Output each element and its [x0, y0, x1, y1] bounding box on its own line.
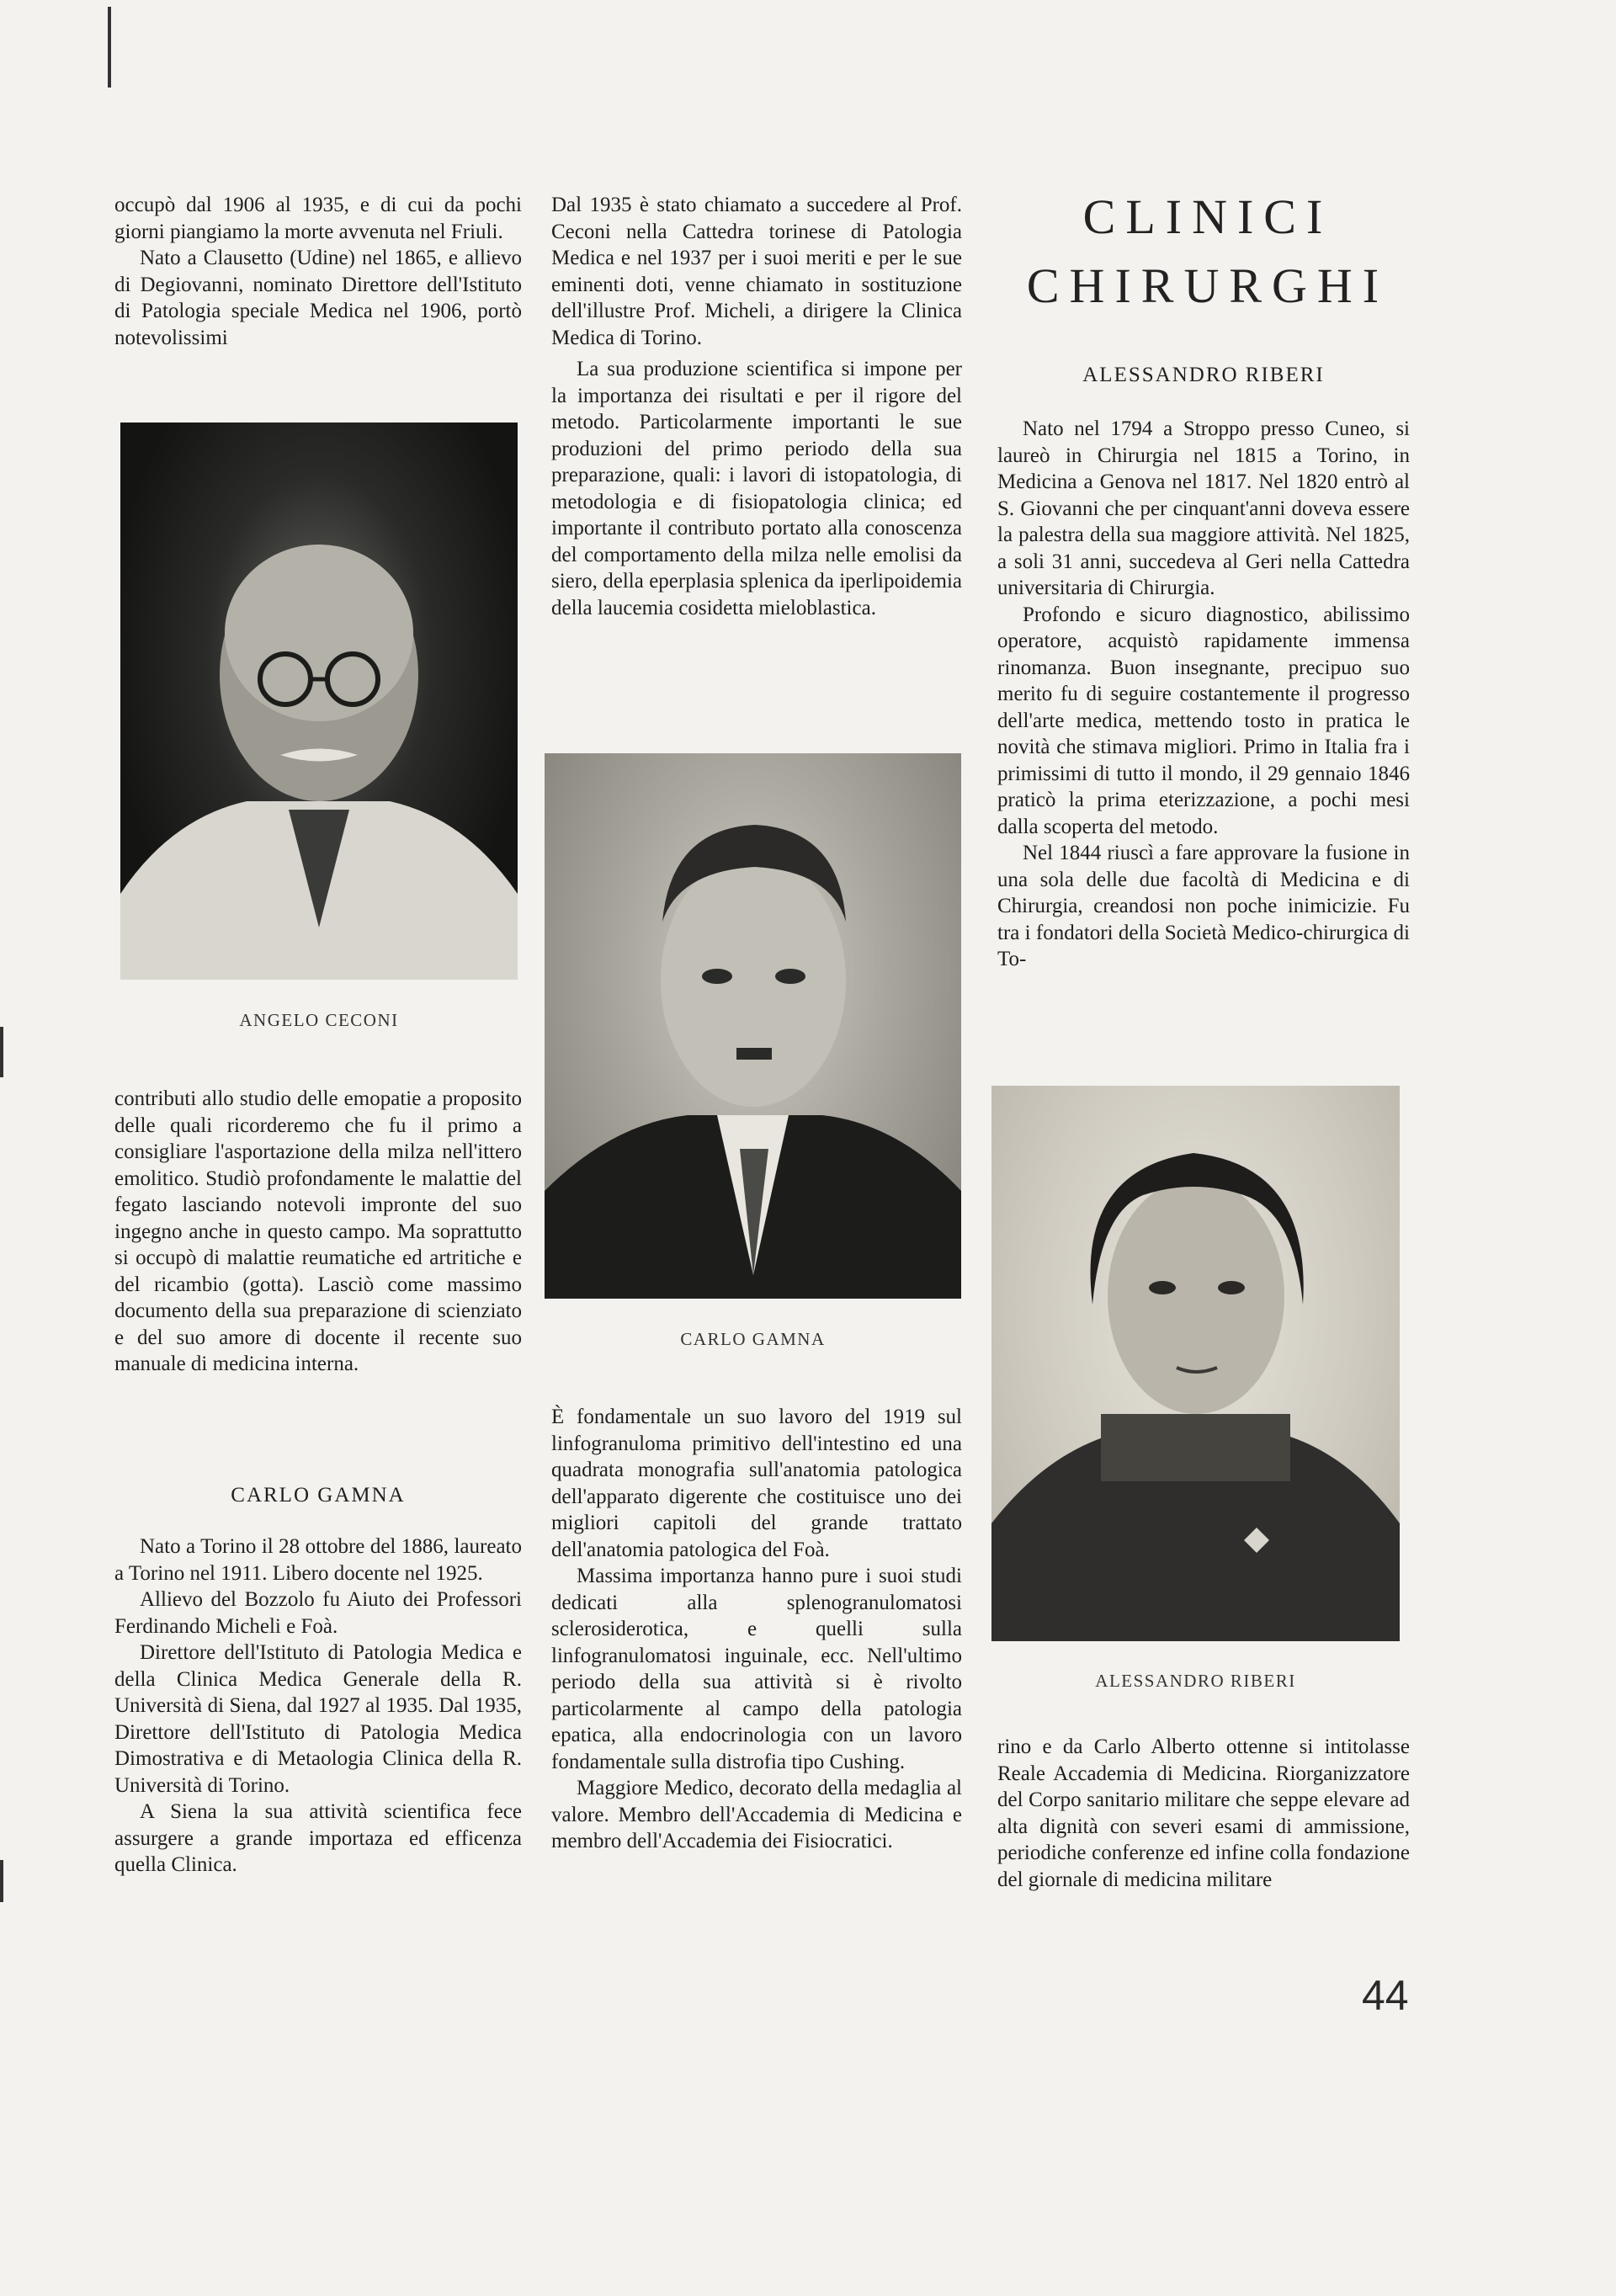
column-3-bottom	[997, 1734, 1410, 1893]
photo-caption: ALESSANDRO RIBERI	[1095, 1671, 1296, 1691]
paragraph: Direttore dell'Istituto di Patologia Medica e della Clinica Medica Generale della R. Università di Siena, dal 1927 al 1935. Dal 1935, Direttore dell'Istituto di Patologia Medica Dimostrativa e di Metaologia Clinica della R. Università di Torino.	[114, 1641, 522, 1797]
paragraph: Dal 1935 è stato chiamato a succedere al Prof. Ceconi nella Cattedra torinese di Patologia Medica e nel 1937 per i suoi meriti e per le sue eminenti doti, venne chiamato in sostituzione dell'illustre Prof. Micheli, a dirigere la Clinica Medica di Torino.	[551, 194, 962, 349]
photo-caption: CARLO GAMNA	[680, 1329, 826, 1349]
paragraph: Profondo e sicuro diagnostico, abilissimo operatore, acquistò rapidamente immensa rinomanza. Buon insegnante, precipuo suo merito fu di seguire costantemente il progresso dell'arte medica, mettendo tosto in pratica le novità che stimava migliori. Primo in Italia fra i primissimi di tutto il mondo, il 29 gennaio 1846 praticò la prima eterizzazione, a pochi mesi dalla scoperta del metodo.	[997, 603, 1410, 838]
photo-caption: ANGELO CECONI	[239, 1010, 399, 1030]
paragraph: contributi allo studio delle emopatie a proposito delle quali ricorderemo che fu il primo a consigliare l'asportazione della milza nell'ittero emolitico. Studiò profondamente le malattie del fegato lasciando notevoli impronte del suo ingegno anche in questo campo. Ma soprattutto si occupò di malattie reumatiche ed artritiche e del ricambio (gotta). Lasciò come massimo documento della sua preparazione di scienziato e del suo amore di docente il recente suo manuale di medicina interna.	[114, 1087, 522, 1375]
paragraph: Allievo del Bozzolo fu Aiuto dei Professori Ferdinando Micheli e Foà.	[114, 1588, 522, 1638]
section-title	[997, 187, 1418, 316]
column-3-text	[997, 416, 1410, 973]
paragraph: A Siena la sua attività scientifica fece assurgere a grande importaza ed efficenza quella Clinica.	[114, 1800, 522, 1876]
page-number: 44	[1362, 1972, 1409, 2019]
paragraph: rino e da Carlo Alberto ottenne si intitolasse Reale Accademia di Medicina. Riorganizzatore del Corpo sanitario militare che seppe elevare ad alta dignità con severi esami di ammissione, periodiche conferenze ed infine colla fondazione del giornale di medicina militare	[997, 1735, 1410, 1891]
portrait-alessandro-riberi	[991, 1086, 1400, 1641]
section-title-line-2: CHIRURGHI	[1026, 258, 1390, 313]
section-heading: ALESSANDRO RIBERI	[1082, 364, 1325, 386]
portrait-angelo-ceconi	[120, 423, 518, 980]
scan-mark	[0, 1027, 3, 1077]
paragraph: La sua produzione scientifica si impone per la importanza dei risultati e per il rigore del metodo. Particolarmente importanti le sue produzioni del primo periodo della sua preparazione, quali: i lavori di istopatologia, di metodologia e di fisiopatologia clinica; ed importante il contributo portato alla conoscenza del comportamento della milza nelle emolisi da siero, della eperplasia splenica da iperlipoidemia della laucemia cosidetta mieloblastica.	[551, 358, 962, 619]
portrait-carlo-gamna	[545, 753, 961, 1299]
section-title-line-1: CLINICI	[1082, 189, 1333, 244]
paragraph: Nel 1844 riuscì a fare approvare la fusione in una sola delle due facoltà di Medicina e di Chirurgia, creandosi non poche inimicizie. Fu tra i fondatori della Società Medico-chirurgica di To-	[997, 842, 1410, 970]
column-1-continued	[114, 1086, 522, 1378]
scan-mark	[0, 1860, 3, 1902]
column-1-section	[114, 1533, 522, 1879]
section-heading: CARLO GAMNA	[231, 1484, 406, 1507]
column-2-bottom	[551, 1404, 962, 1855]
column-2-top	[551, 192, 962, 621]
paragraph: occupò dal 1906 al 1935, e di cui da pochi giorni piangiamo la morte avvenuta nel Friuli.	[114, 194, 522, 243]
paragraph: Nato a Clausetto (Udine) nel 1865, e allievo di Degiovanni, nominato Direttore dell'Istituto di Patologia speciale Medica nel 1906, portò notevolissimi	[114, 247, 522, 349]
paragraph: È fondamentale un suo lavoro del 1919 sul linfogranuloma primitivo dell'intestino ed una quadrata monografia sull'anatomia patologica dell'apparato digerente che costituisce uno dei migliori capitoli del grande trattato dell'anatomia patologica del Foà.	[551, 1406, 962, 1561]
paragraph: Massima importanza hanno pure i suoi studi dedicati alla splenogranulomatosi sclerosiderotica, e quelli sulla linfogranulomatosi inguinale, ecc. Nell'ultimo periodo della sua attività si è rivolto particolarmente al campo della patologia epatica, alla endocrinologia con un lavoro fondamentale sulla distrofia tipo Cushing.	[551, 1565, 962, 1773]
paragraph: Nato nel 1794 a Stroppo presso Cuneo, si laureò in Chirurgia nel 1815 a Torino, in Medicina a Genova nel 1817. Nel 1820 entrò al S. Giovanni che per cinquant'anni doveva essere la palestra della sua maggiore attività. Nel 1825, a soli 31 anni, succedeva al Geri nella Cattedra universitaria di Chirurgia.	[997, 417, 1410, 599]
column-1-intro	[114, 192, 522, 351]
paragraph: Nato a Torino il 28 ottobre del 1886, laureato a Torino nel 1911. Libero docente nel 1925.	[114, 1535, 522, 1585]
scan-mark	[108, 7, 111, 88]
paragraph: Maggiore Medico, decorato della medaglia al valore. Membro dell'Accademia di Medicina e membro dell'Accademia dei Fisiocratici.	[551, 1777, 962, 1852]
